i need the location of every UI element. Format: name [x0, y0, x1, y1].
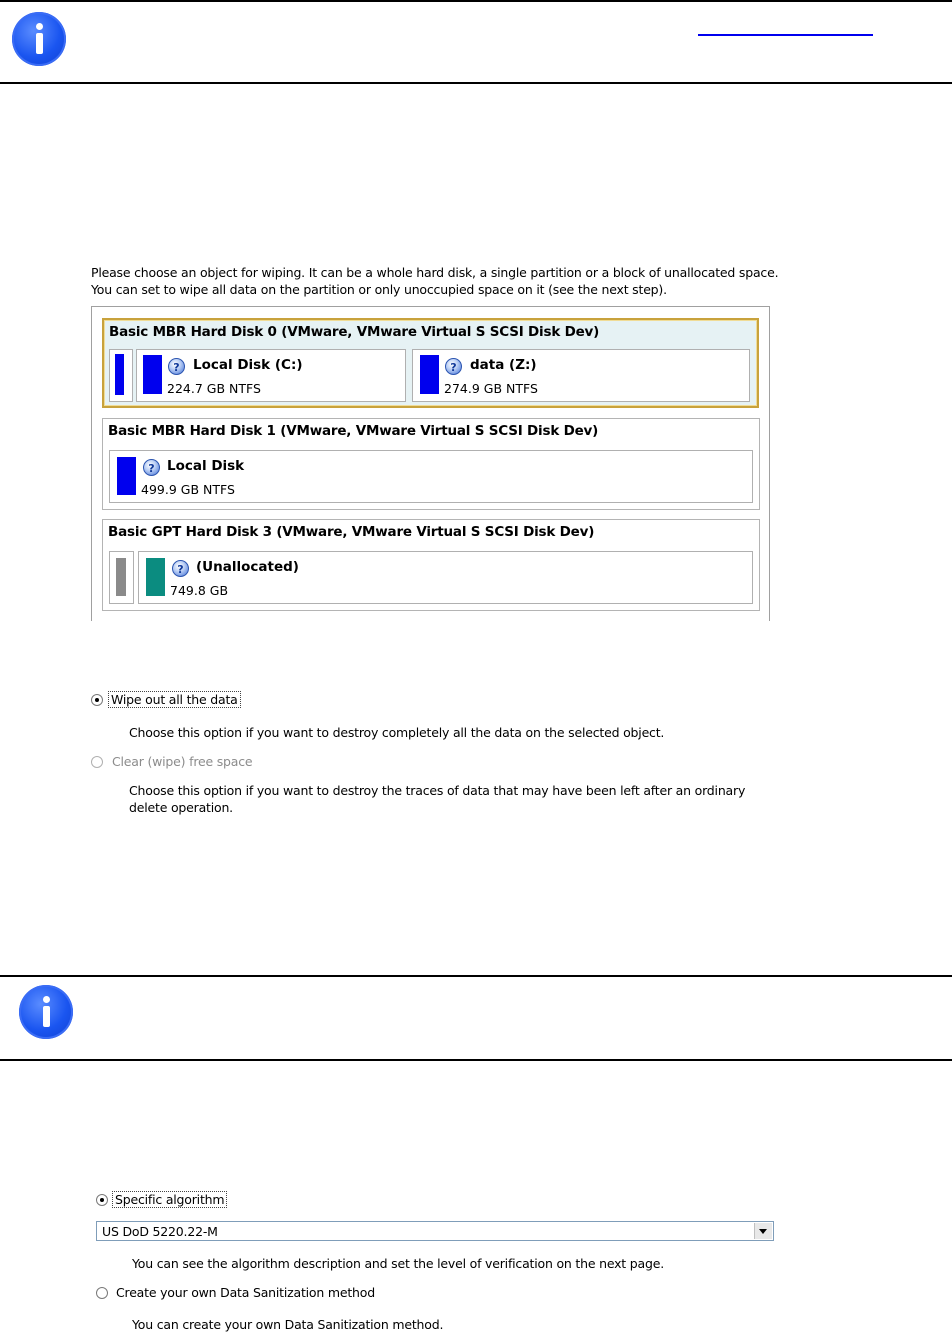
question-icon: ? [445, 358, 462, 375]
disk-3[interactable] [102, 519, 760, 611]
partition-unallocated[interactable] [138, 551, 753, 604]
info-icon [19, 985, 73, 1039]
partition-bar [143, 355, 162, 394]
algorithm-select[interactable] [96, 1221, 774, 1241]
custom-method-description: You can create your own Data Sanitization method. [132, 1317, 444, 1332]
top-note-rule-top [0, 0, 952, 2]
partition-name: Local Disk (C:) [193, 357, 303, 373]
partition-local-disk-c[interactable] [136, 349, 406, 402]
partition-local-disk[interactable] [109, 450, 753, 503]
disk-title: Basic MBR Hard Disk 0 (VMware, VMware Virtual S SCSI Disk Dev) [109, 324, 600, 340]
clear-free-space-radio[interactable] [91, 756, 103, 768]
disk-3-gpt-tile[interactable] [109, 551, 134, 604]
algorithm-select-value: US DoD 5220.22-M [102, 1224, 218, 1239]
question-icon: ? [168, 358, 185, 375]
question-icon: ? [143, 459, 160, 476]
wipe-all-description: Choose this option if you want to destroy completely all the data on the selected object. [129, 725, 665, 740]
disk-1[interactable] [102, 418, 760, 510]
specific-algorithm-label[interactable]: Specific algorithm [112, 1191, 227, 1208]
disk-0[interactable] [102, 318, 759, 408]
wizard-intro-text: Please choose an object for wiping. It can be a whole hard disk, a single partition or a block of unallocated space. You can set to wipe all data on the partition or only unoccupied space on it (see the next step). [91, 265, 779, 297]
partition-data-z[interactable] [412, 349, 750, 402]
custom-method-radio[interactable] [96, 1287, 108, 1299]
second-note-rule-bottom [0, 1059, 952, 1061]
custom-method-label[interactable]: Create your own Data Sanitization method [116, 1285, 375, 1300]
partition-name: Local Disk [167, 458, 245, 474]
partition-bar [117, 457, 136, 495]
partition-bar [420, 355, 439, 394]
partition-bar [115, 354, 124, 395]
second-note-rule-top [0, 975, 952, 977]
clear-free-space-label[interactable]: Clear (wipe) free space [112, 754, 253, 769]
note-link-underline[interactable] [698, 34, 873, 36]
clear-free-space-description: Choose this option if you want to destroy the traces of data that may have been left after an ordinary delete operation. [129, 783, 746, 815]
chevron-down-icon[interactable] [754, 1223, 772, 1239]
partition-name: (Unallocated) [196, 559, 299, 575]
top-note-rule-bottom [0, 82, 952, 84]
partition-size: 224.7 GB NTFS [167, 381, 261, 396]
specific-algorithm-radio[interactable] [96, 1194, 108, 1206]
partition-size: 499.9 GB NTFS [141, 482, 235, 497]
disk-0-mbr-tile[interactable] [109, 349, 133, 402]
wipe-all-label[interactable]: Wipe out all the data [108, 691, 241, 708]
disk-list-panel[interactable] [91, 306, 770, 621]
question-icon: ? [172, 560, 189, 577]
disk-title: Basic GPT Hard Disk 3 (VMware, VMware Virtual S SCSI Disk Dev) [108, 524, 595, 540]
partition-bar [116, 558, 126, 596]
partition-size: 749.8 GB [170, 583, 229, 598]
info-icon [12, 12, 66, 66]
wipe-all-radio[interactable] [91, 694, 103, 706]
partition-name: data (Z:) [470, 357, 537, 373]
specific-algorithm-description: You can see the algorithm description and set the level of verification on the next page. [132, 1256, 664, 1271]
partition-size: 274.9 GB NTFS [444, 381, 538, 396]
partition-bar [146, 558, 165, 596]
disk-title: Basic MBR Hard Disk 1 (VMware, VMware Virtual S SCSI Disk Dev) [108, 423, 599, 439]
